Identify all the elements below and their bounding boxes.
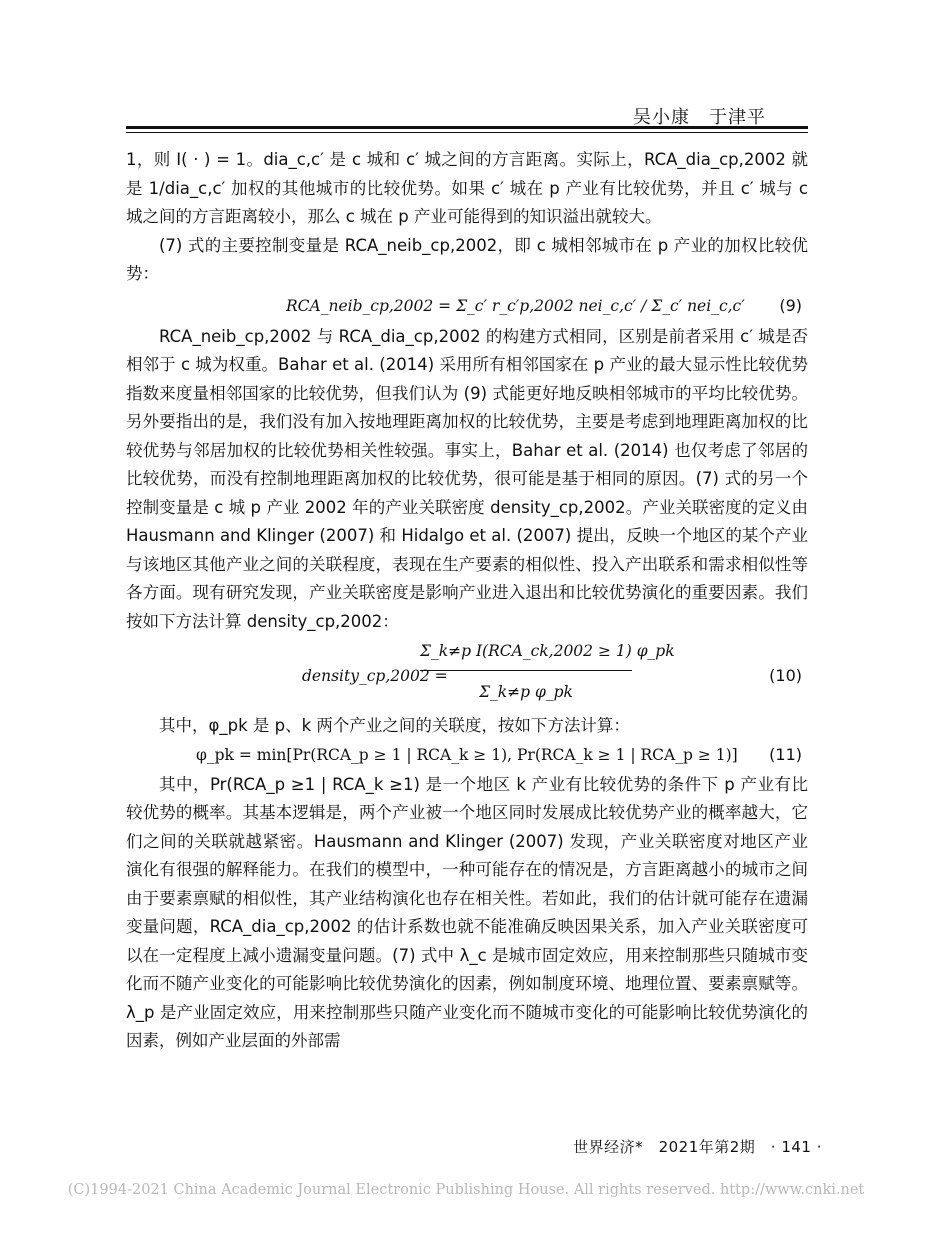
equation-10-denominator: Σ_k≠p φ_pk (479, 683, 573, 701)
equation-11-number: (11) (769, 744, 802, 764)
equation-9-number: (9) (779, 295, 802, 315)
equation-10-fraction (420, 636, 675, 707)
copyright-watermark: (C)1994-2021 China Academic Journal Electronic Publishing House. All rights reserved. http://www.cnki.net (67, 1182, 865, 1198)
equation-11 (126, 741, 808, 771)
paragraph-2: (7) 式的主要控制变量是 RCA_neib_cp,2002，即 c 城相邻城市在 p 产业的加权比较优势： (126, 235, 808, 283)
equation-9 (126, 289, 808, 323)
paragraph-5: 其中，Pr(RCA_p ≥1 | RCA_k ≥1) 是一个地区 k 产业有比较优势的条件下 p 产业有比较优势的概率。其基本逻辑是，两个产业被一个地区同时发展成比较优势产业的概率越大，它们之间的关联就越紧密。Hausmann and Klinger (2007) 发现，产业关联密度对地区产业演化有很强的解释能力。在我们的模型中，一种可能存在的情况是，方言距离越小的城市之间由于要素禀赋的相似性，其产业结构演化也存在相关性。若如此，我们的估计就可能存在遗漏变量问题，RCA_dia_cp,2002 的估计系数也就不能准确反映因果关系，加入产业关联密度可以在一定程度上减小遗漏变量问题。(7) 式中 λ_c 是城市固定效应，用来控制那些只随城市变化而不随产业变化的可能影响比较优势演化的因素，例如制度环境、地理位置、要素禀赋等。λ_p 是产业固定效应，用来控制那些只随产业变化而不随城市变化的可能影响比较优势演化的因素，例如产业层面的外部需 (126, 774, 808, 1050)
article-body (126, 146, 808, 1056)
paragraph-4: 其中，φ_pk 是 p、k 两个产业之间的关联度，按如下方法计算： (159, 716, 630, 735)
journal-footer: 世界经济* 2021年第2期 · 141 · (573, 1138, 822, 1156)
equation-10 (126, 636, 808, 712)
paragraph-1: 1，则 I( · ) = 1。dia_c,c′ 是 c 城和 c′ 城之间的方言距离。实际上，RCA_dia_cp,2002 就是 1/dia_c,c′ 加权的其他城市的比较优势。如果 c′ 城在 p 产业有比较优势，并且 c′ 城与 c 城之间的方言距离较小，那么 c 城在 p 产业可能得到的知识溢出就较大。 (126, 150, 808, 226)
equation-10-fraction-bar (420, 670, 632, 671)
paragraph-3: RCA_neib_cp,2002 与 RCA_dia_cp,2002 的构建方式相同，区别是前者采用 c′ 城是否相邻于 c 城为权重。Bahar et al. (2014) 采用所有相邻国家在 p 产业的最大显示性比较优势指数来度量相邻国家的比较优势，但我们认为 (9) 式能更好地反映相邻城市的平均比较优势。另外要指出的是，我们没有加入按地理距离加权的比较优势，主要是考虑到地理距离加权的比较优势与邻居加权的比较优势相关性较强。事实上，Bahar et al. (2014) 也仅考虑了邻居的比较优势，而没有控制地理距离加权的比较优势，很可能是基于相同的原因。(7) 式的另一个控制变量是 c 城 p 产业 2002 年的产业关联密度 density_cp,2002。产业关联密度的定义由 Hausmann and Klinger (2007) 和 Hidalgo et al. (2007) 提出，反映一个地区的某个产业与该地区其他产业之间的关联程度，表现在生产要素的相似性、投入产出联系和需求相似性等各方面。现有研究发现，产业关联密度是影响产业进入退出和比较优势演化的重要因素。我们按如下方法计算 density_cp,2002： (126, 326, 808, 631)
equation-9-formula: RCA_neib_cp,2002 = Σ_c′ r_c′p,2002 nei_c,c′ / Σ_c′ nei_c,c′ (286, 296, 745, 315)
equation-10-lhs: density_cp,2002 = (302, 667, 448, 685)
equation-10-number: (10) (769, 666, 802, 685)
running-header-authors: 吴小康 于津平 (633, 107, 766, 128)
equation-10-numerator: Σ_k≠p I(RCA_ck,2002 ≥ 1) φ_pk (420, 642, 675, 660)
equation-11-formula: φ_pk = min[Pr(RCA_p ≥ 1 | RCA_k ≥ 1), Pr(RCA_k ≥ 1 | RCA_p ≥ 1)] (196, 745, 738, 764)
header-rule-thin (126, 132, 808, 133)
header-rule-thick (126, 126, 808, 129)
